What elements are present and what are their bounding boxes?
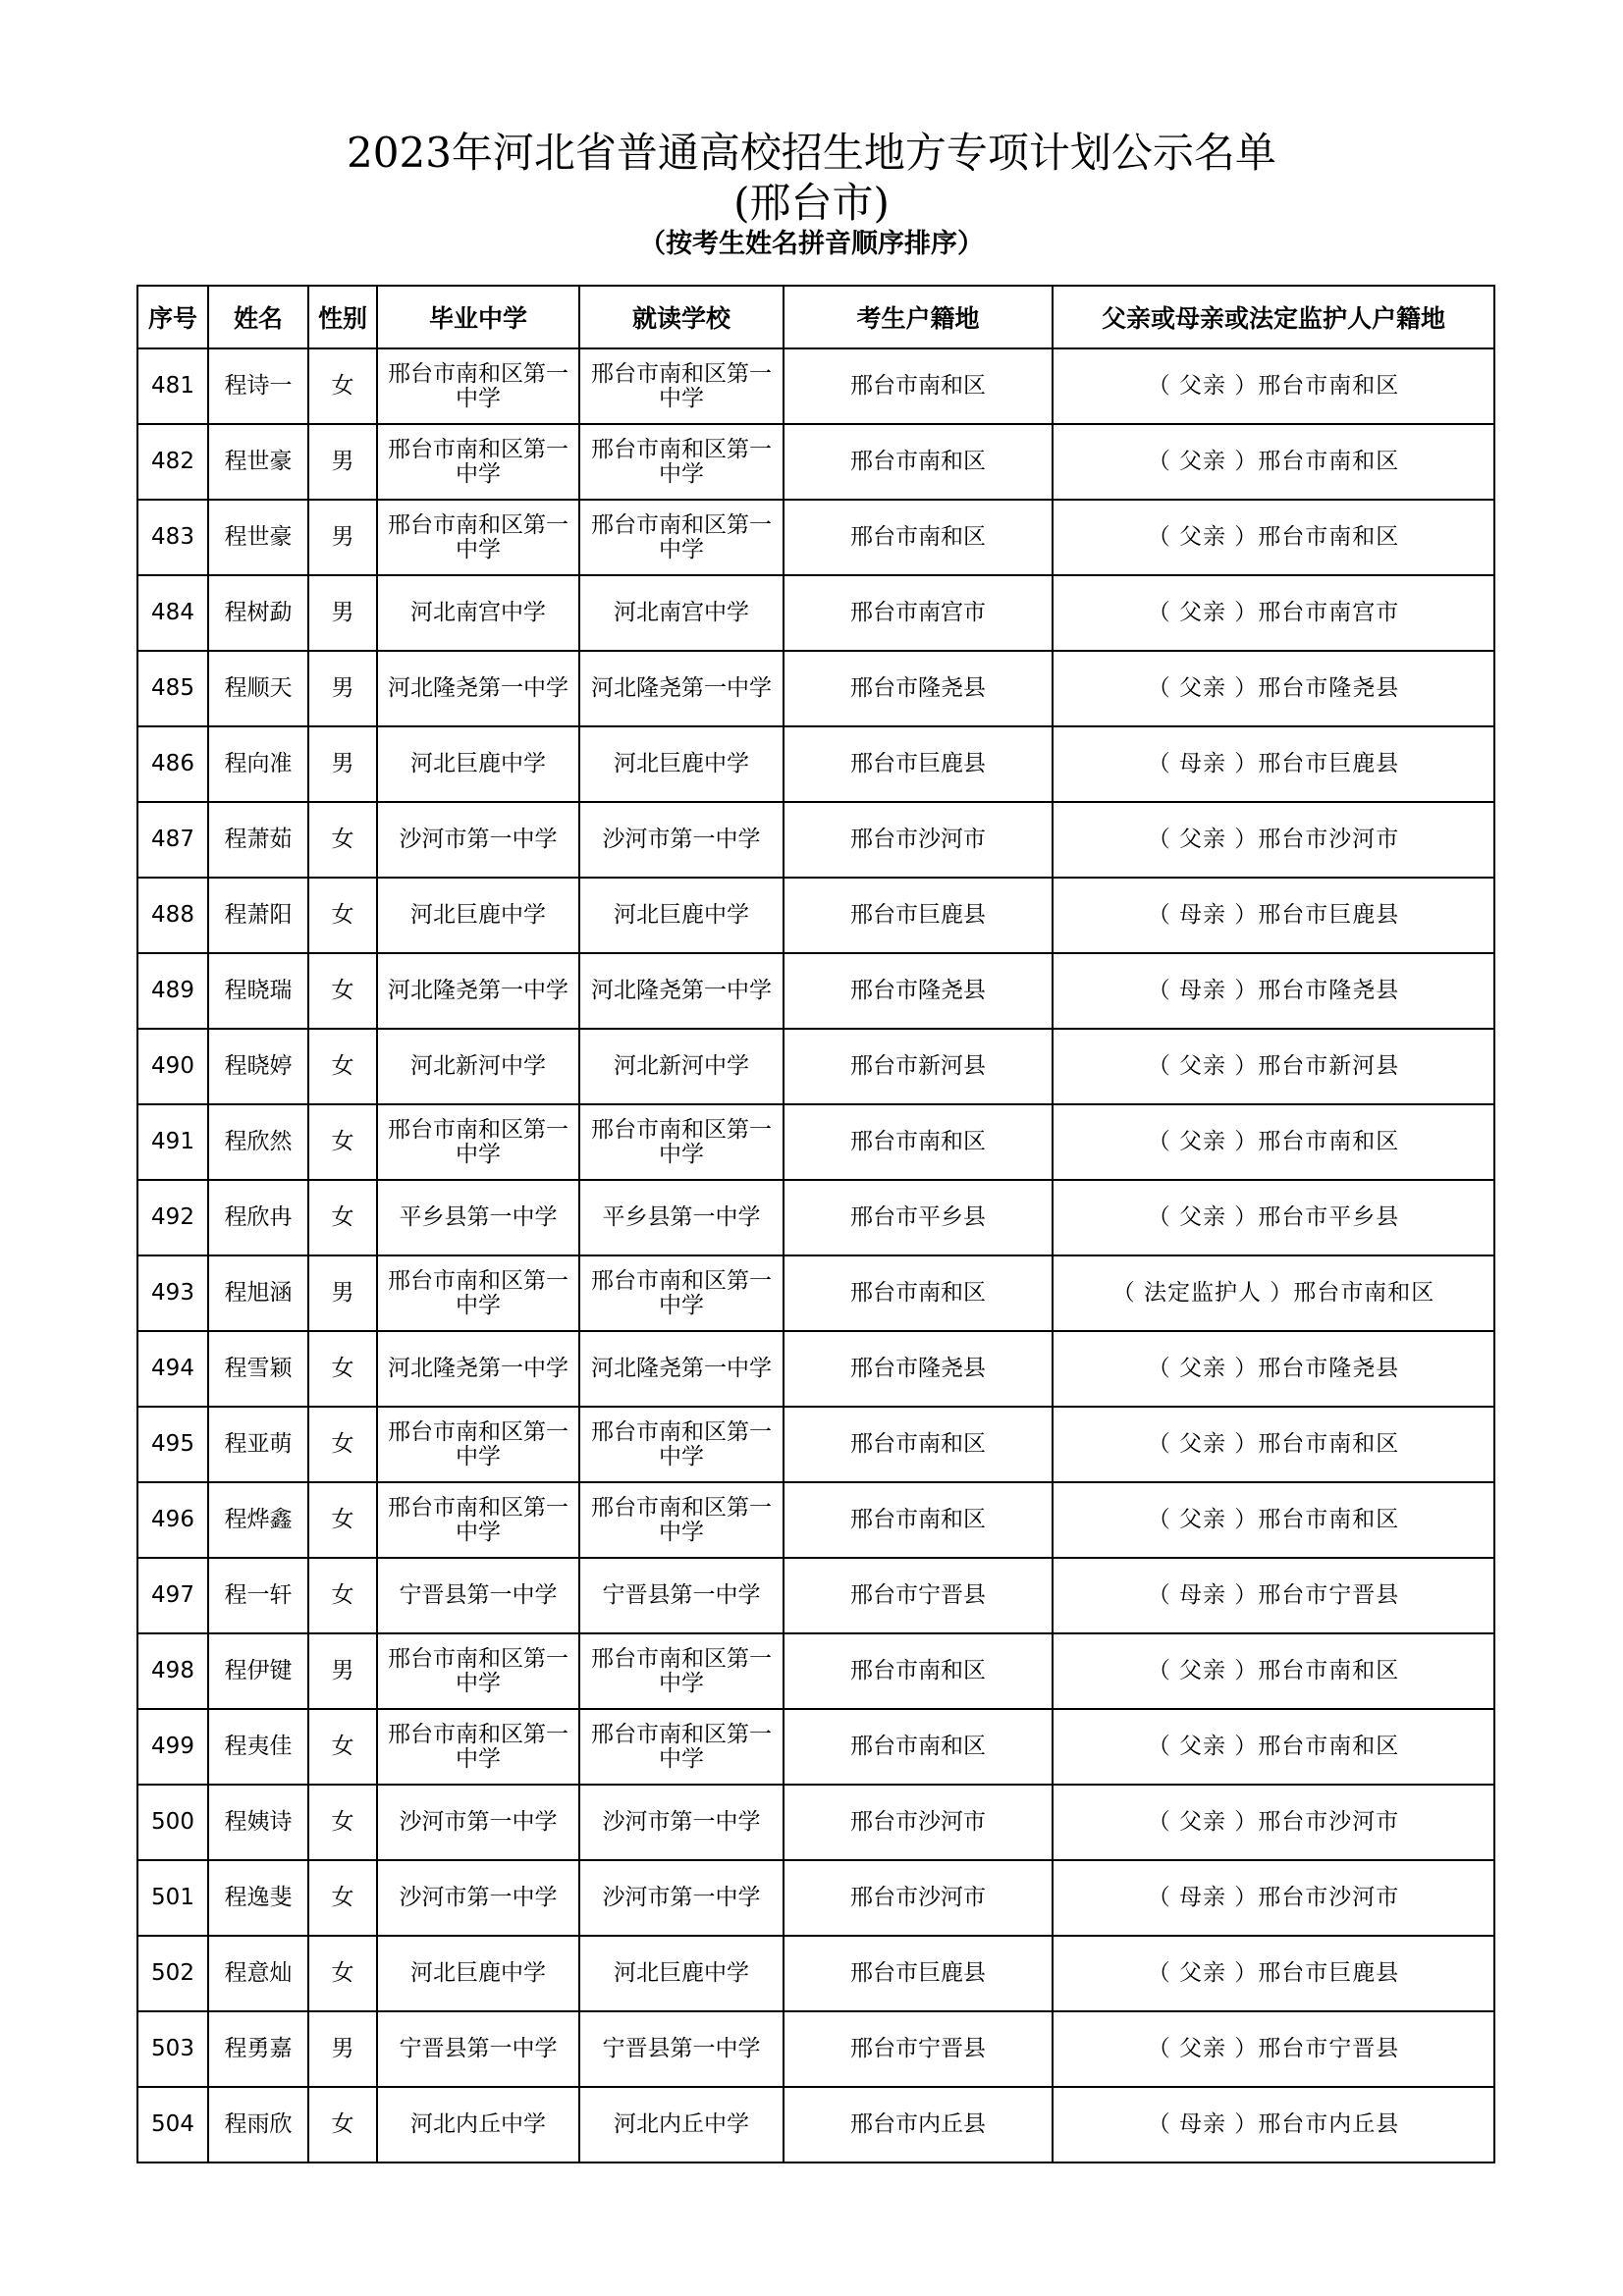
cell-guardian-hukou: （ 父亲 ）邢台市南和区 bbox=[1053, 424, 1494, 500]
header-graduated-school: 毕业中学 bbox=[377, 286, 579, 348]
table-row bbox=[137, 1255, 1494, 1331]
cell-gender: 女 bbox=[308, 2087, 377, 2163]
cell-student-hukou: 邢台市宁晋县 bbox=[784, 1558, 1053, 1633]
cell-graduated-school: 邢台市南和区第一中学 bbox=[377, 500, 579, 575]
header-student-hukou: 考生户籍地 bbox=[784, 286, 1053, 348]
cell-graduated-school: 平乡县第一中学 bbox=[377, 1180, 579, 1255]
cell-name: 程亚萌 bbox=[208, 1407, 308, 1482]
cell-guardian-hukou: （ 父亲 ）邢台市平乡县 bbox=[1053, 1180, 1494, 1255]
document-subtitle: (邢台市) bbox=[733, 179, 890, 227]
cell-current-school: 沙河市第一中学 bbox=[579, 1785, 784, 1860]
cell-index: 495 bbox=[137, 1407, 208, 1482]
cell-index: 485 bbox=[137, 651, 208, 726]
cell-graduated-school: 邢台市南和区第一中学 bbox=[377, 1104, 579, 1180]
cell-index: 487 bbox=[137, 802, 208, 878]
cell-name: 程逸斐 bbox=[208, 1860, 308, 1936]
cell-current-school: 邢台市南和区第一中学 bbox=[579, 424, 784, 500]
cell-graduated-school: 邢台市南和区第一中学 bbox=[377, 1255, 579, 1331]
cell-index: 490 bbox=[137, 1029, 208, 1104]
cell-student-hukou: 邢台市宁晋县 bbox=[784, 2011, 1053, 2087]
cell-name: 程世豪 bbox=[208, 424, 308, 500]
cell-student-hukou: 邢台市南和区 bbox=[784, 424, 1053, 500]
cell-current-school: 河北新河中学 bbox=[579, 1029, 784, 1104]
cell-name: 程欣然 bbox=[208, 1104, 308, 1180]
cell-gender: 女 bbox=[308, 1860, 377, 1936]
cell-name: 程一轩 bbox=[208, 1558, 308, 1633]
cell-current-school: 邢台市南和区第一中学 bbox=[579, 1709, 784, 1785]
cell-graduated-school: 宁晋县第一中学 bbox=[377, 1558, 579, 1633]
cell-student-hukou: 邢台市南和区 bbox=[784, 1709, 1053, 1785]
cell-guardian-hukou: （ 父亲 ）邢台市南和区 bbox=[1053, 1709, 1494, 1785]
table-row bbox=[137, 1331, 1494, 1407]
cell-gender: 女 bbox=[308, 878, 377, 953]
cell-guardian-hukou: （ 父亲 ）邢台市隆尧县 bbox=[1053, 1331, 1494, 1407]
cell-student-hukou: 邢台市南和区 bbox=[784, 1255, 1053, 1331]
cell-gender: 男 bbox=[308, 575, 377, 651]
cell-index: 494 bbox=[137, 1331, 208, 1407]
cell-guardian-hukou: （ 母亲 ）邢台市内丘县 bbox=[1053, 2087, 1494, 2163]
cell-index: 499 bbox=[137, 1709, 208, 1785]
cell-index: 486 bbox=[137, 726, 208, 802]
cell-graduated-school: 邢台市南和区第一中学 bbox=[377, 424, 579, 500]
cell-guardian-hukou: （ 父亲 ）邢台市巨鹿县 bbox=[1053, 1936, 1494, 2011]
cell-current-school: 邢台市南和区第一中学 bbox=[579, 1407, 784, 1482]
cell-student-hukou: 邢台市隆尧县 bbox=[784, 1331, 1053, 1407]
cell-guardian-hukou: （ 母亲 ）邢台市沙河市 bbox=[1053, 1860, 1494, 1936]
cell-name: 程萧阳 bbox=[208, 878, 308, 953]
cell-current-school: 河北内丘中学 bbox=[579, 2087, 784, 2163]
cell-index: 489 bbox=[137, 953, 208, 1029]
cell-guardian-hukou: （ 父亲 ）邢台市南和区 bbox=[1053, 348, 1494, 424]
cell-current-school: 邢台市南和区第一中学 bbox=[579, 348, 784, 424]
cell-graduated-school: 河北巨鹿中学 bbox=[377, 878, 579, 953]
table-row bbox=[137, 651, 1494, 726]
cell-student-hukou: 邢台市南和区 bbox=[784, 1104, 1053, 1180]
cell-name: 程顺天 bbox=[208, 651, 308, 726]
cell-gender: 女 bbox=[308, 1709, 377, 1785]
header-guardian-hukou: 父亲或母亲或法定监护人户籍地 bbox=[1053, 286, 1494, 348]
cell-index: 496 bbox=[137, 1482, 208, 1558]
cell-gender: 女 bbox=[308, 1785, 377, 1860]
cell-gender: 女 bbox=[308, 1482, 377, 1558]
cell-student-hukou: 邢台市内丘县 bbox=[784, 2087, 1053, 2163]
cell-name: 程雪颖 bbox=[208, 1331, 308, 1407]
cell-gender: 女 bbox=[308, 1180, 377, 1255]
cell-name: 程萧茹 bbox=[208, 802, 308, 878]
cell-current-school: 河北南宫中学 bbox=[579, 575, 784, 651]
cell-name: 程姨诗 bbox=[208, 1785, 308, 1860]
cell-name: 程夷佳 bbox=[208, 1709, 308, 1785]
cell-student-hukou: 邢台市南和区 bbox=[784, 348, 1053, 424]
table-row bbox=[137, 1785, 1494, 1860]
cell-graduated-school: 河北南宫中学 bbox=[377, 575, 579, 651]
cell-guardian-hukou: （ 父亲 ）邢台市南和区 bbox=[1053, 500, 1494, 575]
cell-gender: 女 bbox=[308, 802, 377, 878]
cell-current-school: 宁晋县第一中学 bbox=[579, 1558, 784, 1633]
sort-note: （按考生姓名拼音顺序排序） bbox=[639, 229, 984, 259]
table-row bbox=[137, 2011, 1494, 2087]
table-row bbox=[137, 500, 1494, 575]
cell-index: 497 bbox=[137, 1558, 208, 1633]
cell-gender: 男 bbox=[308, 1255, 377, 1331]
cell-graduated-school: 河北隆尧第一中学 bbox=[377, 953, 579, 1029]
cell-guardian-hukou: （ 父亲 ）邢台市新河县 bbox=[1053, 1029, 1494, 1104]
cell-gender: 男 bbox=[308, 2011, 377, 2087]
cell-current-school: 邢台市南和区第一中学 bbox=[579, 1104, 784, 1180]
cell-index: 493 bbox=[137, 1255, 208, 1331]
cell-student-hukou: 邢台市南和区 bbox=[784, 1633, 1053, 1709]
table-row bbox=[137, 348, 1494, 424]
cell-guardian-hukou: （ 父亲 ）邢台市南和区 bbox=[1053, 1482, 1494, 1558]
cell-index: 481 bbox=[137, 348, 208, 424]
cell-gender: 女 bbox=[308, 1407, 377, 1482]
cell-graduated-school: 邢台市南和区第一中学 bbox=[377, 1633, 579, 1709]
cell-name: 程诗一 bbox=[208, 348, 308, 424]
cell-gender: 女 bbox=[308, 1331, 377, 1407]
cell-index: 501 bbox=[137, 1860, 208, 1936]
cell-graduated-school: 宁晋县第一中学 bbox=[377, 2011, 579, 2087]
cell-gender: 女 bbox=[308, 348, 377, 424]
cell-graduated-school: 邢台市南和区第一中学 bbox=[377, 1709, 579, 1785]
cell-student-hukou: 邢台市巨鹿县 bbox=[784, 878, 1053, 953]
cell-student-hukou: 邢台市平乡县 bbox=[784, 1180, 1053, 1255]
cell-gender: 女 bbox=[308, 953, 377, 1029]
cell-current-school: 河北巨鹿中学 bbox=[579, 878, 784, 953]
cell-current-school: 宁晋县第一中学 bbox=[579, 2011, 784, 2087]
table-row bbox=[137, 1407, 1494, 1482]
cell-guardian-hukou: （ 父亲 ）邢台市南宫市 bbox=[1053, 575, 1494, 651]
cell-current-school: 邢台市南和区第一中学 bbox=[579, 1255, 784, 1331]
cell-graduated-school: 河北巨鹿中学 bbox=[377, 1936, 579, 2011]
cell-index: 492 bbox=[137, 1180, 208, 1255]
table-row bbox=[137, 878, 1494, 953]
cell-guardian-hukou: （ 父亲 ）邢台市隆尧县 bbox=[1053, 651, 1494, 726]
cell-current-school: 邢台市南和区第一中学 bbox=[579, 1633, 784, 1709]
cell-name: 程世豪 bbox=[208, 500, 308, 575]
cell-current-school: 邢台市南和区第一中学 bbox=[579, 500, 784, 575]
header-index: 序号 bbox=[137, 286, 208, 348]
cell-current-school: 邢台市南和区第一中学 bbox=[579, 1482, 784, 1558]
table-row bbox=[137, 1180, 1494, 1255]
cell-index: 482 bbox=[137, 424, 208, 500]
cell-index: 484 bbox=[137, 575, 208, 651]
table-row bbox=[137, 1633, 1494, 1709]
cell-gender: 女 bbox=[308, 1104, 377, 1180]
table-row bbox=[137, 1936, 1494, 2011]
cell-guardian-hukou: （ 父亲 ）邢台市沙河市 bbox=[1053, 1785, 1494, 1860]
cell-index: 491 bbox=[137, 1104, 208, 1180]
cell-current-school: 河北巨鹿中学 bbox=[579, 1936, 784, 2011]
cell-guardian-hukou: （ 父亲 ）邢台市南和区 bbox=[1053, 1104, 1494, 1180]
cell-graduated-school: 邢台市南和区第一中学 bbox=[377, 1407, 579, 1482]
cell-current-school: 沙河市第一中学 bbox=[579, 802, 784, 878]
cell-current-school: 沙河市第一中学 bbox=[579, 1860, 784, 1936]
cell-student-hukou: 邢台市隆尧县 bbox=[784, 651, 1053, 726]
cell-student-hukou: 邢台市沙河市 bbox=[784, 1860, 1053, 1936]
cell-student-hukou: 邢台市隆尧县 bbox=[784, 953, 1053, 1029]
cell-index: 483 bbox=[137, 500, 208, 575]
cell-student-hukou: 邢台市南和区 bbox=[784, 1482, 1053, 1558]
cell-gender: 男 bbox=[308, 500, 377, 575]
header-gender: 性别 bbox=[308, 286, 377, 348]
cell-gender: 男 bbox=[308, 1633, 377, 1709]
cell-guardian-hukou: （ 法定监护人 ）邢台市南和区 bbox=[1053, 1255, 1494, 1331]
cell-guardian-hukou: （ 父亲 ）邢台市南和区 bbox=[1053, 1407, 1494, 1482]
cell-guardian-hukou: （ 母亲 ）邢台市宁晋县 bbox=[1053, 1558, 1494, 1633]
cell-student-hukou: 邢台市南和区 bbox=[784, 1407, 1053, 1482]
cell-name: 程雨欣 bbox=[208, 2087, 308, 2163]
cell-index: 498 bbox=[137, 1633, 208, 1709]
cell-guardian-hukou: （ 母亲 ）邢台市巨鹿县 bbox=[1053, 878, 1494, 953]
cell-student-hukou: 邢台市沙河市 bbox=[784, 802, 1053, 878]
cell-name: 程勇嘉 bbox=[208, 2011, 308, 2087]
cell-current-school: 河北隆尧第一中学 bbox=[579, 1331, 784, 1407]
cell-gender: 男 bbox=[308, 651, 377, 726]
cell-graduated-school: 沙河市第一中学 bbox=[377, 1785, 579, 1860]
cell-index: 488 bbox=[137, 878, 208, 953]
cell-name: 程旭涵 bbox=[208, 1255, 308, 1331]
cell-name: 程烨鑫 bbox=[208, 1482, 308, 1558]
cell-gender: 女 bbox=[308, 1936, 377, 2011]
cell-name: 程晓瑞 bbox=[208, 953, 308, 1029]
cell-name: 程晓婷 bbox=[208, 1029, 308, 1104]
cell-gender: 男 bbox=[308, 726, 377, 802]
cell-graduated-school: 河北新河中学 bbox=[377, 1029, 579, 1104]
cell-student-hukou: 邢台市新河县 bbox=[784, 1029, 1053, 1104]
cell-index: 500 bbox=[137, 1785, 208, 1860]
table-row bbox=[137, 2087, 1494, 2163]
header-current-school: 就读学校 bbox=[579, 286, 784, 348]
table-row bbox=[137, 802, 1494, 878]
cell-guardian-hukou: （ 母亲 ）邢台市隆尧县 bbox=[1053, 953, 1494, 1029]
cell-student-hukou: 邢台市南宫市 bbox=[784, 575, 1053, 651]
cell-gender: 男 bbox=[308, 424, 377, 500]
cell-graduated-school: 河北隆尧第一中学 bbox=[377, 1331, 579, 1407]
cell-guardian-hukou: （ 父亲 ）邢台市南和区 bbox=[1053, 1633, 1494, 1709]
cell-index: 502 bbox=[137, 1936, 208, 2011]
cell-current-school: 河北巨鹿中学 bbox=[579, 726, 784, 802]
table-row bbox=[137, 1709, 1494, 1785]
table-row bbox=[137, 726, 1494, 802]
cell-guardian-hukou: （ 父亲 ）邢台市宁晋县 bbox=[1053, 2011, 1494, 2087]
cell-gender: 女 bbox=[308, 1558, 377, 1633]
table-row bbox=[137, 1482, 1494, 1558]
table-row bbox=[137, 1558, 1494, 1633]
table-row bbox=[137, 1104, 1494, 1180]
cell-guardian-hukou: （ 父亲 ）邢台市沙河市 bbox=[1053, 802, 1494, 878]
cell-graduated-school: 沙河市第一中学 bbox=[377, 1860, 579, 1936]
cell-graduated-school: 邢台市南和区第一中学 bbox=[377, 348, 579, 424]
cell-student-hukou: 邢台市巨鹿县 bbox=[784, 726, 1053, 802]
cell-student-hukou: 邢台市沙河市 bbox=[784, 1785, 1053, 1860]
cell-index: 503 bbox=[137, 2011, 208, 2087]
cell-graduated-school: 邢台市南和区第一中学 bbox=[377, 1482, 579, 1558]
cell-name: 程伊键 bbox=[208, 1633, 308, 1709]
table-row bbox=[137, 1860, 1494, 1936]
table-row bbox=[137, 575, 1494, 651]
cell-current-school: 平乡县第一中学 bbox=[579, 1180, 784, 1255]
cell-name: 程意灿 bbox=[208, 1936, 308, 2011]
cell-index: 504 bbox=[137, 2087, 208, 2163]
cell-guardian-hukou: （ 母亲 ）邢台市巨鹿县 bbox=[1053, 726, 1494, 802]
table-row bbox=[137, 1029, 1494, 1104]
cell-name: 程欣冉 bbox=[208, 1180, 308, 1255]
table-header-row bbox=[137, 286, 1494, 348]
cell-graduated-school: 河北巨鹿中学 bbox=[377, 726, 579, 802]
cell-student-hukou: 邢台市南和区 bbox=[784, 500, 1053, 575]
cell-graduated-school: 河北隆尧第一中学 bbox=[377, 651, 579, 726]
cell-name: 程树勐 bbox=[208, 575, 308, 651]
header-name: 姓名 bbox=[208, 286, 308, 348]
cell-name: 程向准 bbox=[208, 726, 308, 802]
table-row bbox=[137, 424, 1494, 500]
cell-current-school: 河北隆尧第一中学 bbox=[579, 651, 784, 726]
cell-graduated-school: 沙河市第一中学 bbox=[377, 802, 579, 878]
roster-table bbox=[136, 285, 1495, 2163]
cell-student-hukou: 邢台市巨鹿县 bbox=[784, 1936, 1053, 2011]
cell-gender: 女 bbox=[308, 1029, 377, 1104]
table-row bbox=[137, 953, 1494, 1029]
cell-graduated-school: 河北内丘中学 bbox=[377, 2087, 579, 2163]
cell-current-school: 河北隆尧第一中学 bbox=[579, 953, 784, 1029]
document-title: 2023年河北省普通高校招生地方专项计划公示名单 bbox=[347, 129, 1276, 177]
